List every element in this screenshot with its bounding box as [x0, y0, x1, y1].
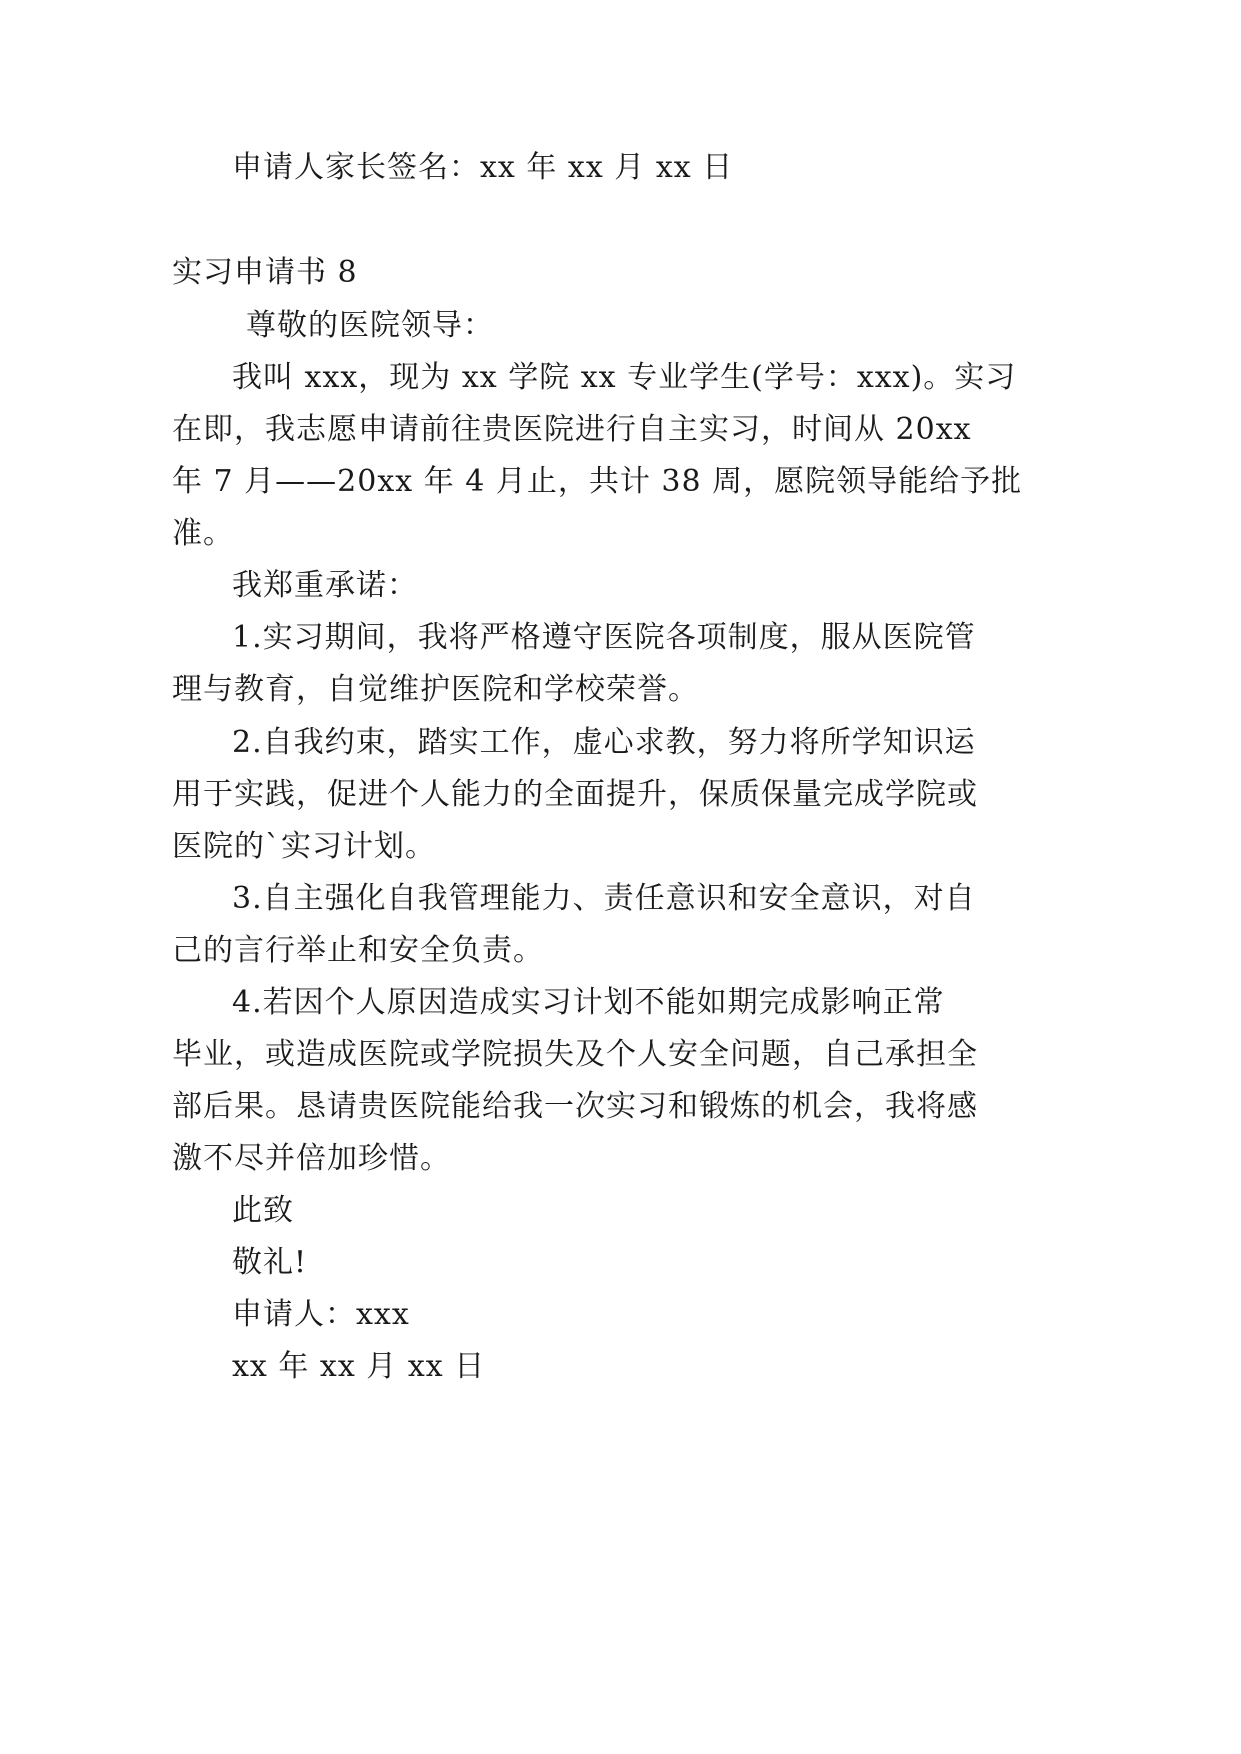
date-line: xx 年 xx 月 xx 日 [232, 1349, 486, 1384]
item1-line-1: 1.实习期间，我将严格遵守医院各项制度，服从医院管 [232, 620, 976, 655]
item2-line-1: 2.自我约束，踏实工作，虚心求教，努力将所学知识运 [232, 725, 976, 760]
closing-jing-li: 敬礼! [232, 1245, 308, 1280]
item4-line-2: 毕业，或造成医院或学院损失及个人安全问题，自己承担全 [172, 1037, 978, 1072]
item4-line-1: 4.若因个人原因造成实习计划不能如期完成影响正常 [232, 985, 945, 1020]
section-title: 实习申请书 8 [172, 255, 358, 290]
pledge-heading: 我郑重承诺： [232, 568, 418, 603]
salutation: 尊敬的医院领导： [246, 308, 494, 343]
item3-line-1: 3.自主强化自我管理能力、责任意识和安全意识，对自 [232, 881, 976, 916]
intro-line-3: 年 7 月——20xx 年 4 月止，共计 38 周，愿院领导能给予批 [172, 464, 1023, 499]
intro-line-1: 我叫 xxx，现为 xx 学院 xx 专业学生(学号：xxx)。实习 [232, 360, 1017, 395]
item2-line-3: 医院的`实习计划。 [172, 829, 436, 864]
item4-line-4: 激不尽并倍加珍惜。 [172, 1141, 451, 1176]
item2-line-2: 用于实践，促进个人能力的全面提升，保质保量完成学院或 [172, 777, 978, 812]
closing-ci-zhi: 此致 [232, 1193, 294, 1228]
item3-line-2: 己的言行举止和安全负责。 [172, 933, 544, 968]
item4-line-3: 部后果。恳请贵医院能给我一次实习和锻炼的机会，我将感 [172, 1089, 978, 1124]
parent-signature-line: 申请人家长签名：xx 年 xx 月 xx 日 [232, 150, 734, 185]
applicant-line: 申请人：xxx [232, 1297, 410, 1332]
intro-line-2: 在即，我志愿申请前往贵医院进行自主实习，时间从 20xx [172, 412, 972, 447]
item1-line-2: 理与教育，自觉维护医院和学校荣誉。 [172, 672, 699, 707]
intro-line-4: 准。 [172, 516, 234, 551]
